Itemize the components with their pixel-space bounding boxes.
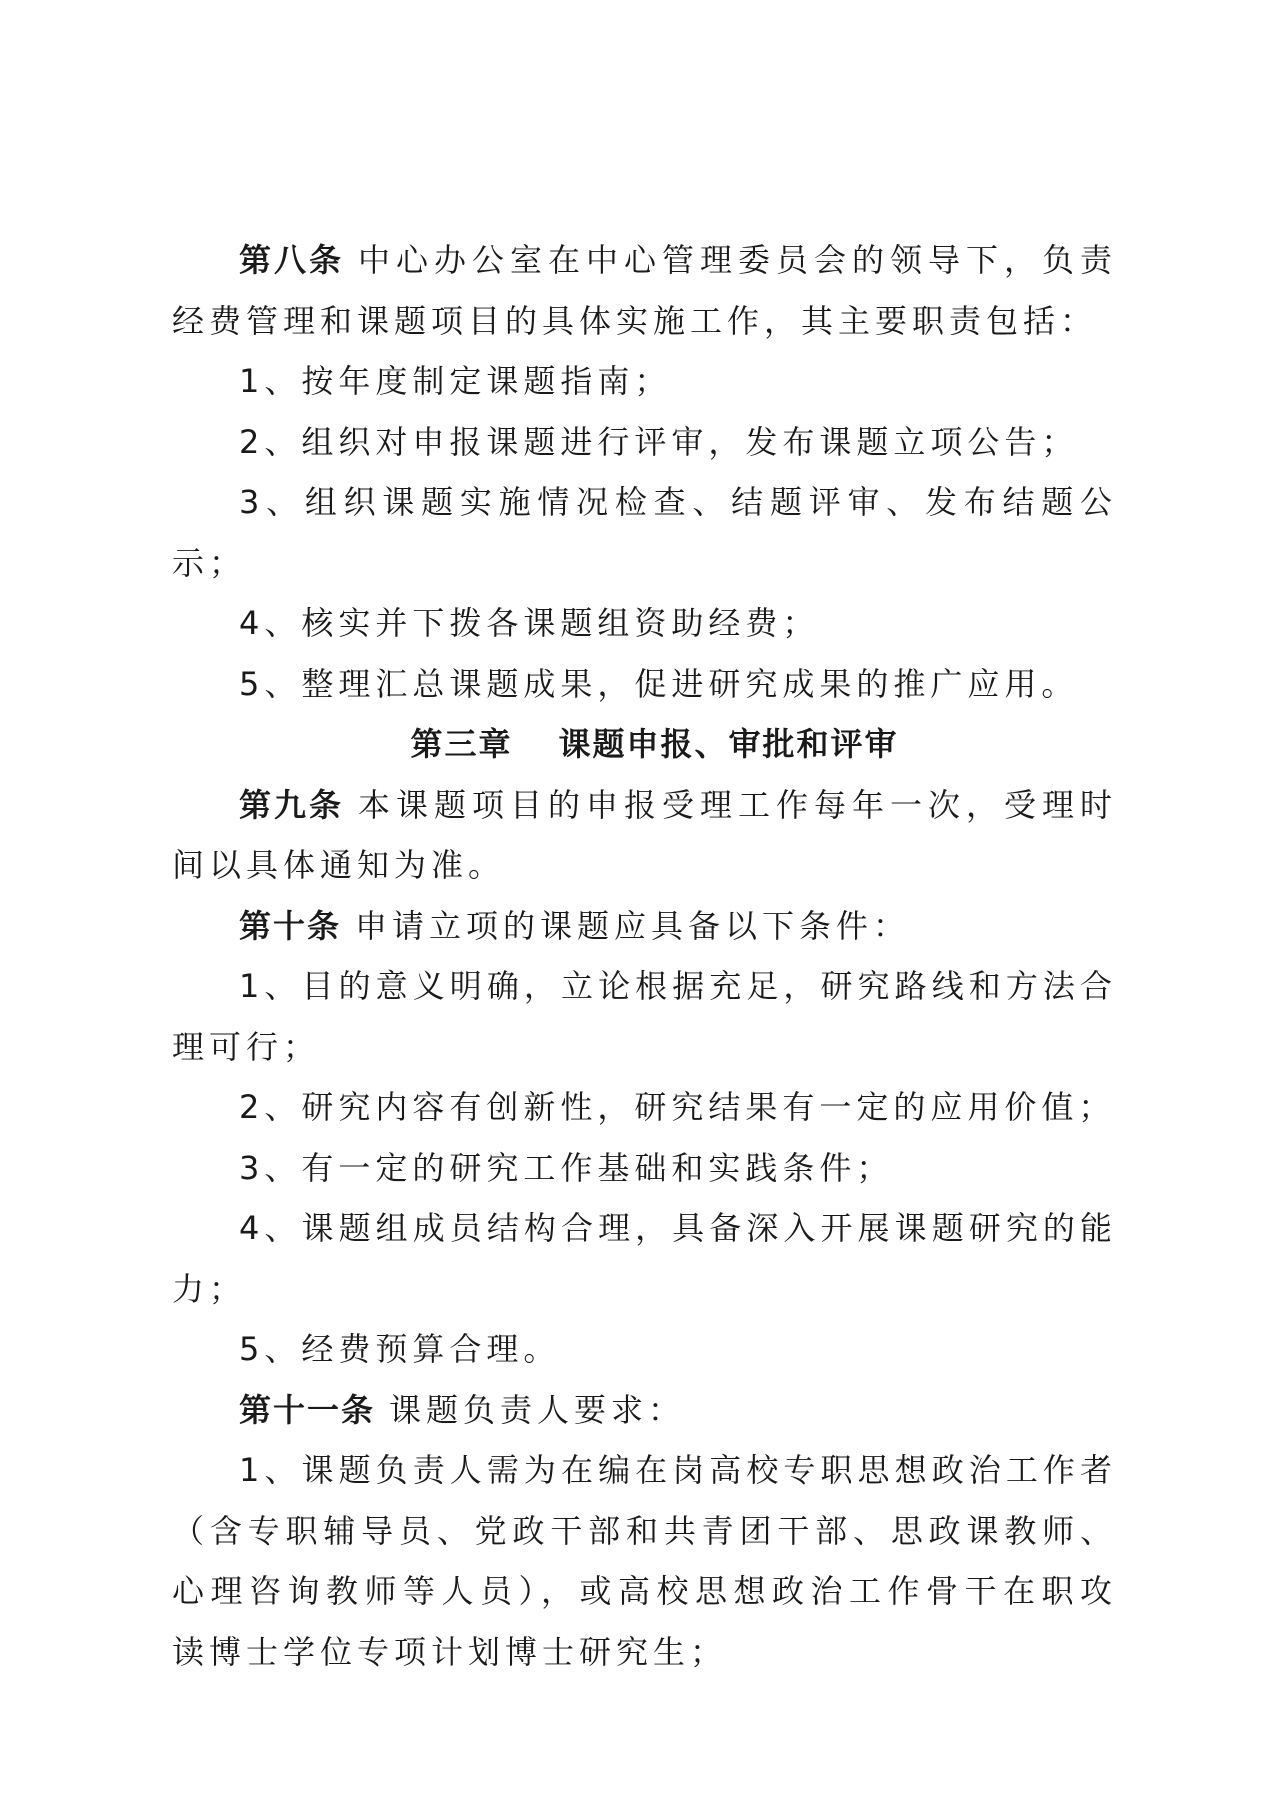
article-10 — [172, 896, 1117, 957]
article-8-text: 中心办公室在中心管理委员会的领导下，负责经费管理和课题项目的具体实施工作，其主要职责包括： — [172, 241, 1117, 340]
document-body — [172, 230, 1117, 1682]
article-11-heading: 第十一条 — [239, 1390, 376, 1429]
chapter-3-title: 课题申报、审批和评审 — [558, 725, 899, 763]
article-11-text: 课题负责人要求： — [389, 1390, 686, 1429]
article-8-item-1: 1、按年度制定课题指南； — [239, 362, 672, 400]
article-11 — [172, 1380, 1117, 1441]
article-10-text: 申请立项的课题应具备以下条件： — [355, 906, 911, 945]
article-8-item-4: 4、核实并下拨各课题组资助经费； — [239, 604, 820, 642]
article-9-heading: 第九条 — [239, 785, 344, 824]
article-10-item-3: 3、有一定的研究工作基础和实践条件； — [239, 1148, 894, 1187]
article-8-item-5: 5、整理汇总课题成果，促进研究成果的推广应用。 — [239, 664, 1079, 703]
article-9 — [172, 775, 1117, 896]
chapter-3-number: 第三章 — [410, 725, 513, 763]
article-8 — [172, 230, 1117, 351]
article-8-item-3: 3、组织课题实施情况检查、结题评审、发布结题公示； — [172, 483, 1117, 582]
article-10-heading: 第十条 — [239, 906, 342, 945]
article-10-item-1: 1、目的意义明确，立论根据充足，研究路线和方法合理可行； — [172, 967, 1117, 1066]
article-8-item-2: 2、组织对申报课题进行评审，发布课题立项公告； — [239, 422, 1079, 461]
article-8-heading: 第八条 — [239, 241, 344, 279]
article-11-item-1: 1、课题负责人需为在编在岗高校专职思想政治工作者（含专职辅导员、党政干部和共青团干部、思政课教师、心理咨询教师等人员），或高校思想政治工作骨干在职攻读博士学位专项计划博士研究生； — [172, 1451, 1117, 1671]
article-9-text: 本课题项目的申报受理工作每年一次，受理时间以具体通知为准。 — [172, 785, 1117, 884]
article-10-item-2: 2、研究内容有创新性，研究结果有一定的应用价值； — [239, 1088, 1116, 1126]
article-10-item-4: 4、课题组成员结构合理，具备深入开展课题研究的能力； — [172, 1209, 1117, 1308]
chapter-3-heading — [172, 714, 1117, 775]
article-10-item-5: 5、经费预算合理。 — [239, 1330, 561, 1368]
